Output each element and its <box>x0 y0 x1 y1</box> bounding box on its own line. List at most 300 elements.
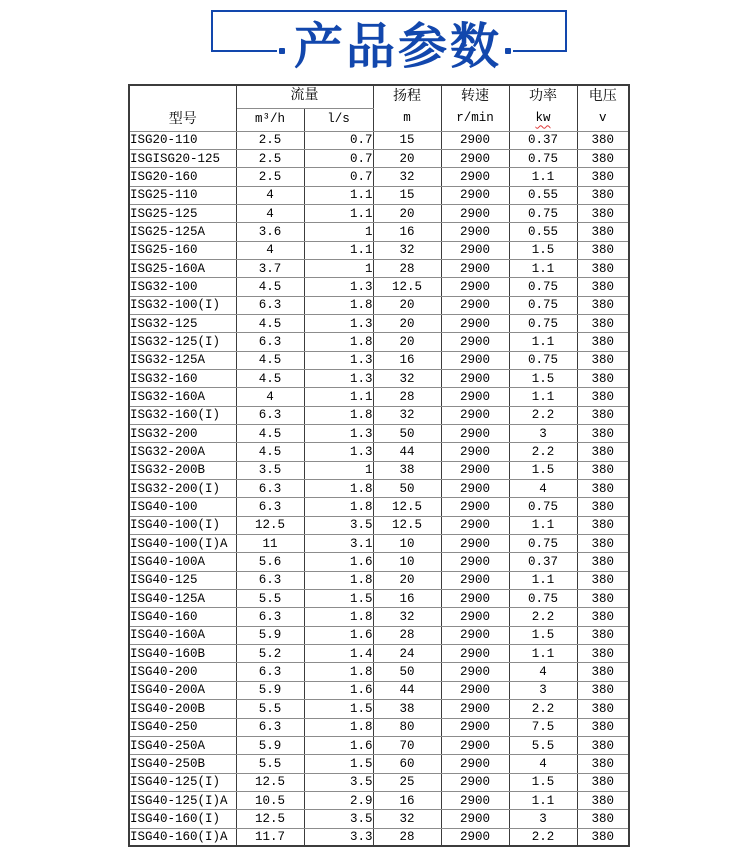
cell-model: ISG20-160 <box>129 168 236 186</box>
cell-flow-m3h: 3.6 <box>236 223 304 241</box>
cell-power: 3 <box>509 681 577 699</box>
cell-flow-m3h: 5.5 <box>236 755 304 773</box>
cell-speed: 2900 <box>441 681 509 699</box>
cell-power: 0.75 <box>509 314 577 332</box>
cell-model: ISG40-200 <box>129 663 236 681</box>
table-row <box>129 186 629 204</box>
cell-speed: 2900 <box>441 443 509 461</box>
cell-power: 2.2 <box>509 700 577 718</box>
cell-model: ISG25-125A <box>129 223 236 241</box>
cell-power: 0.75 <box>509 535 577 553</box>
cell-voltage: 380 <box>577 553 629 571</box>
cell-power: 0.37 <box>509 553 577 571</box>
cell-speed: 2900 <box>441 571 509 589</box>
cell-head: 32 <box>373 369 441 387</box>
cell-power: 0.75 <box>509 204 577 222</box>
cell-voltage: 380 <box>577 369 629 387</box>
cell-flow-m3h: 6.3 <box>236 718 304 736</box>
cell-speed: 2900 <box>441 278 509 296</box>
cell-speed: 2900 <box>441 553 509 571</box>
cell-voltage: 380 <box>577 608 629 626</box>
cell-model: ISG40-250B <box>129 755 236 773</box>
cell-flow-m3h: 5.5 <box>236 700 304 718</box>
cell-model: ISG32-125(I) <box>129 333 236 351</box>
cell-power: 3 <box>509 425 577 443</box>
table-body <box>129 131 629 846</box>
table-row <box>129 535 629 553</box>
cell-voltage: 380 <box>577 296 629 314</box>
cell-voltage: 380 <box>577 535 629 553</box>
cell-voltage: 380 <box>577 241 629 259</box>
cell-model: ISG40-250 <box>129 718 236 736</box>
cell-voltage: 380 <box>577 736 629 754</box>
cell-head: 16 <box>373 791 441 809</box>
cell-flow-m3h: 2.5 <box>236 149 304 167</box>
cell-voltage: 380 <box>577 718 629 736</box>
table-row <box>129 773 629 791</box>
table-row <box>129 425 629 443</box>
cell-head: 32 <box>373 168 441 186</box>
cell-flow-m3h: 6.3 <box>236 480 304 498</box>
table-row <box>129 663 629 681</box>
cell-flow-ls: 1 <box>304 259 373 277</box>
cell-head: 38 <box>373 700 441 718</box>
cell-head: 20 <box>373 333 441 351</box>
cell-power: 1.1 <box>509 333 577 351</box>
col-header-voltage-label: 电压 <box>588 89 617 106</box>
cell-model: ISG32-125 <box>129 314 236 332</box>
cell-speed: 2900 <box>441 773 509 791</box>
cell-voltage: 380 <box>577 828 629 846</box>
cell-model: ISG40-160A <box>129 626 236 644</box>
cell-model: ISG32-100(I) <box>129 296 236 314</box>
cell-speed: 2900 <box>441 498 509 516</box>
cell-model: ISGISG20-125 <box>129 149 236 167</box>
cell-flow-ls: 1.8 <box>304 608 373 626</box>
cell-model: ISG40-200A <box>129 681 236 699</box>
table-row <box>129 149 629 167</box>
cell-model: ISG32-200(I) <box>129 480 236 498</box>
cell-flow-m3h: 3.5 <box>236 461 304 479</box>
cell-model: ISG40-100 <box>129 498 236 516</box>
col-header-power <box>509 85 577 131</box>
cell-flow-ls: 1.8 <box>304 480 373 498</box>
cell-flow-ls: 3.5 <box>304 516 373 534</box>
cell-head: 28 <box>373 388 441 406</box>
cell-flow-ls: 1.1 <box>304 186 373 204</box>
cell-head: 20 <box>373 571 441 589</box>
title-frame <box>211 10 567 74</box>
cell-voltage: 380 <box>577 791 629 809</box>
table-row <box>129 461 629 479</box>
cell-power: 1.1 <box>509 645 577 663</box>
cell-power: 2.2 <box>509 443 577 461</box>
cell-head: 25 <box>373 773 441 791</box>
cell-voltage: 380 <box>577 590 629 608</box>
cell-flow-ls: 1.3 <box>304 369 373 387</box>
cell-power: 0.75 <box>509 498 577 516</box>
cell-flow-m3h: 4.5 <box>236 425 304 443</box>
cell-head: 20 <box>373 204 441 222</box>
cell-speed: 2900 <box>441 480 509 498</box>
cell-speed: 2900 <box>441 608 509 626</box>
table-row <box>129 168 629 186</box>
col-header-power-label: 功率 <box>529 89 557 106</box>
cell-speed: 2900 <box>441 516 509 534</box>
cell-flow-ls: 1.6 <box>304 553 373 571</box>
cell-flow-m3h: 4.5 <box>236 351 304 369</box>
cell-head: 28 <box>373 259 441 277</box>
cell-power: 1.1 <box>509 168 577 186</box>
cell-flow-m3h: 6.3 <box>236 296 304 314</box>
cell-power: 0.75 <box>509 149 577 167</box>
page-title: 产品参数 <box>293 20 503 74</box>
table-header <box>129 85 629 131</box>
table-row <box>129 828 629 846</box>
cell-flow-m3h: 5.9 <box>236 681 304 699</box>
cell-voltage: 380 <box>577 259 629 277</box>
cell-voltage: 380 <box>577 755 629 773</box>
cell-model: ISG40-100A <box>129 553 236 571</box>
cell-speed: 2900 <box>441 351 509 369</box>
col-header-speed-label: 转速 <box>461 89 489 106</box>
cell-model: ISG40-160(I) <box>129 810 236 828</box>
cell-flow-m3h: 6.3 <box>236 571 304 589</box>
cell-speed: 2900 <box>441 645 509 663</box>
cell-flow-ls: 1.6 <box>304 736 373 754</box>
cell-power: 5.5 <box>509 736 577 754</box>
cell-voltage: 380 <box>577 314 629 332</box>
cell-flow-ls: 0.7 <box>304 131 373 149</box>
cell-flow-ls: 1.1 <box>304 388 373 406</box>
cell-speed: 2900 <box>441 204 509 222</box>
col-header-flow-m3h: m³/h <box>236 108 304 131</box>
cell-speed: 2900 <box>441 626 509 644</box>
cell-flow-ls: 3.5 <box>304 773 373 791</box>
cell-head: 32 <box>373 241 441 259</box>
cell-speed: 2900 <box>441 718 509 736</box>
cell-flow-ls: 1.1 <box>304 204 373 222</box>
cell-flow-ls: 1.3 <box>304 278 373 296</box>
cell-flow-ls: 1 <box>304 223 373 241</box>
cell-head: 70 <box>373 736 441 754</box>
cell-flow-m3h: 10.5 <box>236 791 304 809</box>
cell-speed: 2900 <box>441 314 509 332</box>
cell-flow-m3h: 3.7 <box>236 259 304 277</box>
cell-flow-ls: 1.6 <box>304 681 373 699</box>
cell-power: 0.37 <box>509 131 577 149</box>
table-row <box>129 516 629 534</box>
cell-flow-m3h: 4 <box>236 186 304 204</box>
cell-model: ISG32-160(I) <box>129 406 236 424</box>
cell-flow-m3h: 6.3 <box>236 608 304 626</box>
cell-power: 7.5 <box>509 718 577 736</box>
cell-model: ISG40-250A <box>129 736 236 754</box>
cell-power: 0.75 <box>509 278 577 296</box>
cell-flow-ls: 0.7 <box>304 149 373 167</box>
cell-flow-ls: 1 <box>304 461 373 479</box>
cell-flow-ls: 3.3 <box>304 828 373 846</box>
cell-voltage: 380 <box>577 168 629 186</box>
cell-voltage: 380 <box>577 351 629 369</box>
cell-head: 50 <box>373 480 441 498</box>
cell-power: 1.1 <box>509 388 577 406</box>
cell-speed: 2900 <box>441 149 509 167</box>
cell-model: ISG25-110 <box>129 186 236 204</box>
cell-flow-m3h: 6.3 <box>236 406 304 424</box>
cell-speed: 2900 <box>441 828 509 846</box>
cell-voltage: 380 <box>577 406 629 424</box>
table-row <box>129 755 629 773</box>
cell-flow-m3h: 4 <box>236 204 304 222</box>
cell-flow-ls: 1.3 <box>304 351 373 369</box>
cell-power: 0.55 <box>509 223 577 241</box>
cell-power: 2.2 <box>509 828 577 846</box>
cell-flow-m3h: 4.5 <box>236 278 304 296</box>
cell-model: ISG32-200A <box>129 443 236 461</box>
cell-model: ISG40-100(I)A <box>129 535 236 553</box>
cell-head: 20 <box>373 296 441 314</box>
table-row <box>129 553 629 571</box>
cell-flow-ls: 1.3 <box>304 314 373 332</box>
cell-flow-ls: 1.8 <box>304 406 373 424</box>
cell-voltage: 380 <box>577 626 629 644</box>
cell-power: 0.75 <box>509 351 577 369</box>
table-row <box>129 406 629 424</box>
cell-speed: 2900 <box>441 700 509 718</box>
table-row <box>129 736 629 754</box>
cell-flow-m3h: 2.5 <box>236 131 304 149</box>
table-row <box>129 278 629 296</box>
table-row <box>129 351 629 369</box>
cell-power: 3 <box>509 810 577 828</box>
cell-voltage: 380 <box>577 663 629 681</box>
cell-flow-m3h: 4.5 <box>236 443 304 461</box>
cell-voltage: 380 <box>577 223 629 241</box>
cell-head: 16 <box>373 351 441 369</box>
col-header-head-unit: m <box>403 111 411 126</box>
cell-head: 28 <box>373 626 441 644</box>
cell-voltage: 380 <box>577 480 629 498</box>
table-row <box>129 498 629 516</box>
cell-flow-ls: 3.5 <box>304 810 373 828</box>
cell-voltage: 380 <box>577 204 629 222</box>
cell-speed: 2900 <box>441 663 509 681</box>
cell-power: 2.2 <box>509 608 577 626</box>
table-row <box>129 333 629 351</box>
cell-power: 2.2 <box>509 406 577 424</box>
cell-voltage: 380 <box>577 700 629 718</box>
cell-flow-ls: 1.8 <box>304 663 373 681</box>
cell-voltage: 380 <box>577 681 629 699</box>
col-header-power-unit: kw <box>535 111 551 126</box>
cell-speed: 2900 <box>441 810 509 828</box>
cell-speed: 2900 <box>441 223 509 241</box>
cell-flow-ls: 1.4 <box>304 645 373 663</box>
cell-model: ISG40-200B <box>129 700 236 718</box>
cell-power: 1.5 <box>509 369 577 387</box>
cell-model: ISG40-160B <box>129 645 236 663</box>
table-row <box>129 204 629 222</box>
cell-model: ISG25-160 <box>129 241 236 259</box>
cell-head: 80 <box>373 718 441 736</box>
cell-speed: 2900 <box>441 755 509 773</box>
cell-head: 38 <box>373 461 441 479</box>
col-header-head-label: 扬程 <box>393 89 421 106</box>
cell-voltage: 380 <box>577 388 629 406</box>
cell-flow-ls: 3.1 <box>304 535 373 553</box>
cell-flow-m3h: 6.3 <box>236 498 304 516</box>
table-row <box>129 369 629 387</box>
cell-model: ISG40-125A <box>129 590 236 608</box>
cell-voltage: 380 <box>577 498 629 516</box>
cell-flow-m3h: 6.3 <box>236 663 304 681</box>
table-row <box>129 810 629 828</box>
cell-model: ISG32-160 <box>129 369 236 387</box>
table-row <box>129 296 629 314</box>
cell-flow-m3h: 11 <box>236 535 304 553</box>
col-header-voltage-unit: v <box>598 111 607 126</box>
table-row <box>129 590 629 608</box>
cell-speed: 2900 <box>441 461 509 479</box>
cell-flow-m3h: 12.5 <box>236 516 304 534</box>
table-row <box>129 681 629 699</box>
col-header-head <box>373 85 441 131</box>
header-row-groups <box>129 85 629 108</box>
cell-flow-ls: 1.3 <box>304 425 373 443</box>
cell-model: ISG32-200 <box>129 425 236 443</box>
cell-power: 1.5 <box>509 626 577 644</box>
cell-voltage: 380 <box>577 810 629 828</box>
cell-voltage: 380 <box>577 425 629 443</box>
col-header-flow-ls: l/s <box>304 108 373 131</box>
cell-power: 1.1 <box>509 571 577 589</box>
table-row <box>129 645 629 663</box>
table-row <box>129 259 629 277</box>
cell-flow-m3h: 2.5 <box>236 168 304 186</box>
cell-voltage: 380 <box>577 186 629 204</box>
cell-power: 4 <box>509 755 577 773</box>
cell-flow-m3h: 5.9 <box>236 736 304 754</box>
cell-speed: 2900 <box>441 590 509 608</box>
cell-speed: 2900 <box>441 388 509 406</box>
cell-model: ISG40-125(I)A <box>129 791 236 809</box>
col-header-speed-unit: r/min <box>456 111 494 126</box>
cell-head: 12.5 <box>373 516 441 534</box>
cell-model: ISG20-110 <box>129 131 236 149</box>
cell-head: 32 <box>373 608 441 626</box>
cell-power: 0.55 <box>509 186 577 204</box>
cell-flow-m3h: 12.5 <box>236 773 304 791</box>
cell-model: ISG25-125 <box>129 204 236 222</box>
cell-head: 28 <box>373 828 441 846</box>
cell-model: ISG32-125A <box>129 351 236 369</box>
cell-power: 1.1 <box>509 791 577 809</box>
cell-head: 60 <box>373 755 441 773</box>
table-row <box>129 314 629 332</box>
cell-model: ISG32-200B <box>129 461 236 479</box>
cell-speed: 2900 <box>441 296 509 314</box>
cell-power: 4 <box>509 480 577 498</box>
cell-power: 1.5 <box>509 461 577 479</box>
cell-flow-ls: 0.7 <box>304 168 373 186</box>
cell-flow-m3h: 5.5 <box>236 590 304 608</box>
table-row <box>129 571 629 589</box>
cell-head: 12.5 <box>373 498 441 516</box>
cell-head: 20 <box>373 314 441 332</box>
cell-voltage: 380 <box>577 333 629 351</box>
cell-head: 15 <box>373 131 441 149</box>
table-row <box>129 718 629 736</box>
cell-voltage: 380 <box>577 773 629 791</box>
cell-power: 1.1 <box>509 516 577 534</box>
cell-flow-m3h: 4.5 <box>236 369 304 387</box>
cell-speed: 2900 <box>441 333 509 351</box>
cell-flow-m3h: 12.5 <box>236 810 304 828</box>
cell-head: 24 <box>373 645 441 663</box>
title-dot-right-icon <box>505 48 511 54</box>
cell-model: ISG40-125 <box>129 571 236 589</box>
cell-head: 32 <box>373 406 441 424</box>
cell-model: ISG32-100 <box>129 278 236 296</box>
cell-model: ISG40-125(I) <box>129 773 236 791</box>
title-line-right <box>513 50 567 52</box>
cell-flow-m3h: 6.3 <box>236 333 304 351</box>
cell-head: 10 <box>373 553 441 571</box>
cell-voltage: 380 <box>577 443 629 461</box>
cell-power: 1.1 <box>509 259 577 277</box>
cell-flow-ls: 1.5 <box>304 590 373 608</box>
table-row <box>129 608 629 626</box>
cell-flow-ls: 1.3 <box>304 443 373 461</box>
cell-flow-m3h: 4.5 <box>236 314 304 332</box>
cell-power: 0.75 <box>509 296 577 314</box>
cell-flow-ls: 1.5 <box>304 700 373 718</box>
table-row <box>129 626 629 644</box>
cell-speed: 2900 <box>441 406 509 424</box>
table-row <box>129 388 629 406</box>
cell-flow-ls: 1.5 <box>304 755 373 773</box>
cell-head: 50 <box>373 425 441 443</box>
cell-voltage: 380 <box>577 278 629 296</box>
cell-head: 20 <box>373 149 441 167</box>
cell-model: ISG25-160A <box>129 259 236 277</box>
cell-voltage: 380 <box>577 571 629 589</box>
table-row <box>129 791 629 809</box>
table-row <box>129 700 629 718</box>
cell-flow-ls: 1.8 <box>304 718 373 736</box>
cell-head: 32 <box>373 810 441 828</box>
cell-model: ISG40-100(I) <box>129 516 236 534</box>
table-row <box>129 480 629 498</box>
cell-head: 16 <box>373 223 441 241</box>
cell-flow-ls: 1.6 <box>304 626 373 644</box>
cell-power: 0.75 <box>509 590 577 608</box>
cell-power: 1.5 <box>509 773 577 791</box>
cell-flow-m3h: 5.9 <box>236 626 304 644</box>
table-row <box>129 443 629 461</box>
table-row <box>129 223 629 241</box>
cell-speed: 2900 <box>441 369 509 387</box>
cell-power: 1.5 <box>509 241 577 259</box>
cell-speed: 2900 <box>441 241 509 259</box>
cell-flow-m3h: 5.2 <box>236 645 304 663</box>
cell-voltage: 380 <box>577 516 629 534</box>
cell-head: 50 <box>373 663 441 681</box>
cell-speed: 2900 <box>441 425 509 443</box>
col-header-flow-group: 流量 <box>236 85 373 108</box>
title-dot-left-icon <box>279 48 285 54</box>
